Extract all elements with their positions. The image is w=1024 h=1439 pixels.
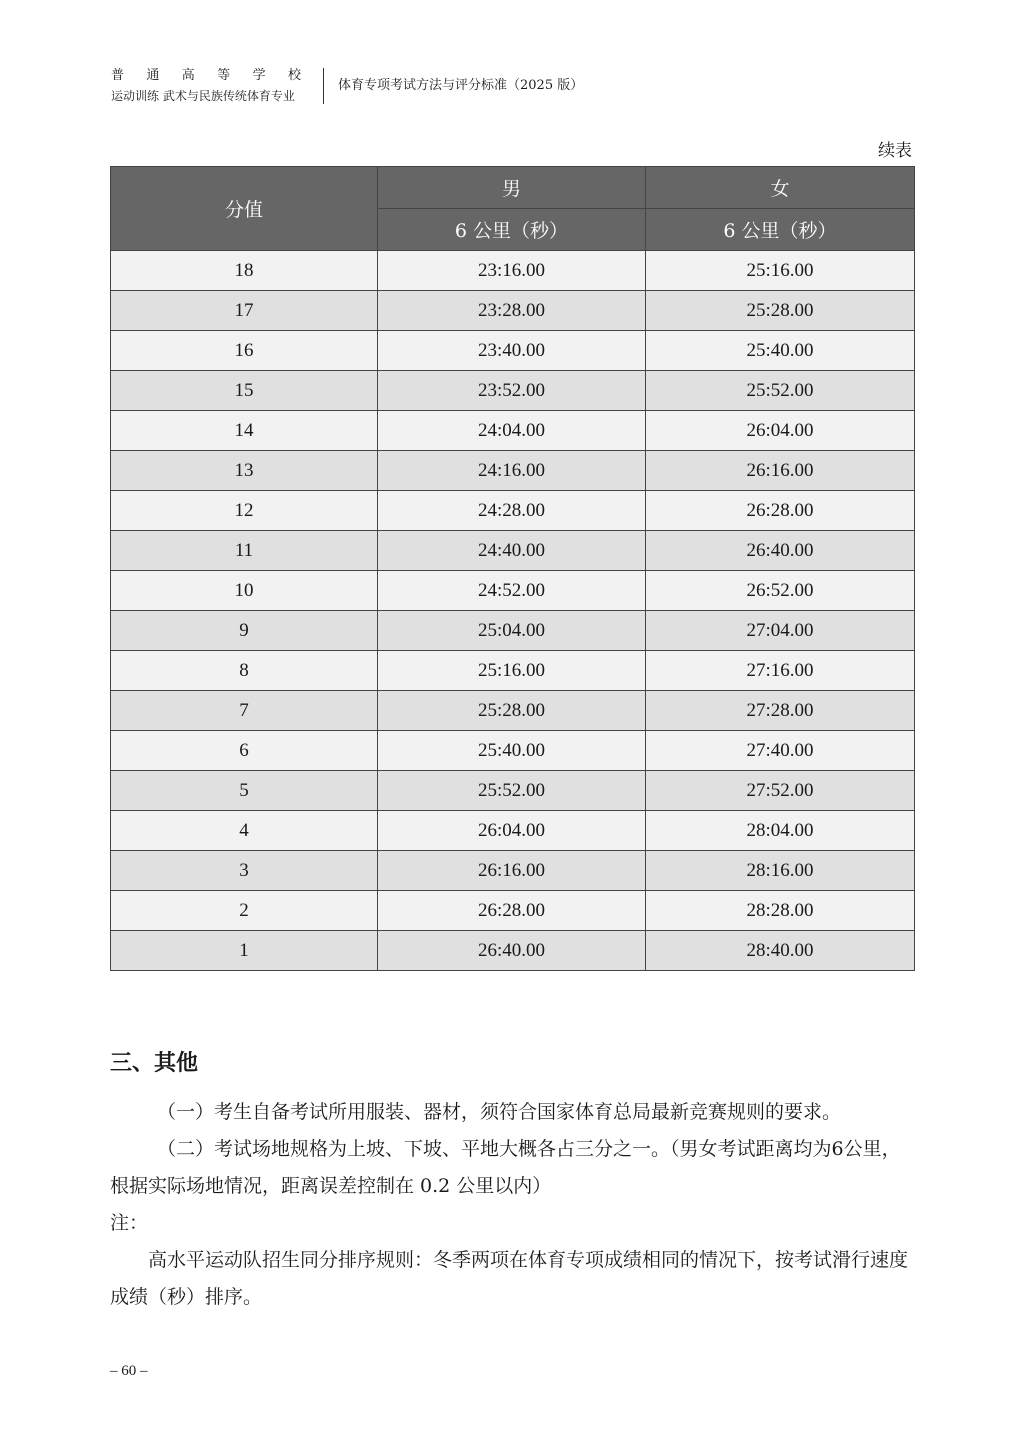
female-time-cell: 25:28.00 (646, 291, 915, 331)
male-time-cell: 24:16.00 (378, 451, 646, 491)
male-time-cell: 26:28.00 (378, 891, 646, 931)
table-row (111, 491, 915, 531)
score-cell: 9 (111, 611, 378, 651)
school-char: 学 (252, 68, 266, 83)
table-row (111, 891, 915, 931)
score-cell: 15 (111, 371, 378, 411)
note-label: 注： (110, 1212, 149, 1234)
school-char: 校 (287, 68, 301, 83)
page-number: – 60 – (110, 1363, 148, 1379)
female-time-cell: 25:52.00 (646, 371, 915, 411)
female-distance-header: 6 公里（秒） (646, 209, 915, 251)
male-time-cell: 23:40.00 (378, 331, 646, 371)
female-time-cell: 26:28.00 (646, 491, 915, 531)
table-row (111, 411, 915, 451)
female-time-cell: 27:28.00 (646, 691, 915, 731)
score-cell: 7 (111, 691, 378, 731)
female-time-cell: 27:04.00 (646, 611, 915, 651)
section-title: 三、其他 (110, 1050, 199, 1076)
male-time-cell: 23:16.00 (378, 251, 646, 291)
male-column-header: 男 (378, 167, 646, 209)
male-time-cell: 25:04.00 (378, 611, 646, 651)
male-time-cell: 25:40.00 (378, 731, 646, 771)
male-distance-header: 6 公里（秒） (378, 209, 646, 251)
female-time-cell: 26:52.00 (646, 571, 915, 611)
female-time-cell: 26:16.00 (646, 451, 915, 491)
male-time-cell: 23:52.00 (378, 371, 646, 411)
table-row (111, 531, 915, 571)
male-time-cell: 24:40.00 (378, 531, 646, 571)
table-row (111, 771, 915, 811)
score-cell: 18 (111, 251, 378, 291)
running-header-left (111, 67, 311, 105)
score-cell: 2 (111, 891, 378, 931)
female-time-cell: 25:40.00 (646, 331, 915, 371)
table-row (111, 811, 915, 851)
score-cell: 5 (111, 771, 378, 811)
document-title: 体育专项考试方法与评分标准（2025 版） (338, 78, 584, 93)
continued-table-label: 续表 (878, 141, 912, 161)
paragraph-item-1: （一）考生自备考试所用服装、器材，须符合国家体育总局最新竞赛规则的要求。 (157, 1101, 842, 1123)
note-text: 高水平运动队招生同分排序规则：冬季两项在体育专项成绩相同的情况下，按考试滑行速度成绩（秒）排序。 (110, 1249, 909, 1308)
score-cell: 17 (111, 291, 378, 331)
male-time-cell: 26:04.00 (378, 811, 646, 851)
table-row (111, 371, 915, 411)
score-cell: 3 (111, 851, 378, 891)
male-time-cell: 25:52.00 (378, 771, 646, 811)
score-cell: 14 (111, 411, 378, 451)
score-cell: 1 (111, 931, 378, 971)
table-row (111, 691, 915, 731)
male-time-cell: 24:52.00 (378, 571, 646, 611)
table-row (111, 571, 915, 611)
header-divider (323, 68, 324, 104)
score-cell: 4 (111, 811, 378, 851)
male-time-cell: 26:16.00 (378, 851, 646, 891)
female-time-cell: 28:04.00 (646, 811, 915, 851)
table-row (111, 451, 915, 491)
score-cell: 12 (111, 491, 378, 531)
school-char: 高 (181, 68, 195, 83)
table-row (111, 251, 915, 291)
table-row (111, 931, 915, 971)
male-time-cell: 24:28.00 (378, 491, 646, 531)
school-type-label (111, 67, 301, 85)
score-cell: 8 (111, 651, 378, 691)
score-cell: 16 (111, 331, 378, 371)
table-row (111, 291, 915, 331)
score-table (110, 166, 915, 971)
male-time-cell: 24:04.00 (378, 411, 646, 451)
school-char: 通 (146, 68, 160, 83)
school-char: 等 (217, 68, 231, 83)
table-row (111, 611, 915, 651)
female-time-cell: 27:40.00 (646, 731, 915, 771)
female-time-cell: 28:40.00 (646, 931, 915, 971)
score-cell: 10 (111, 571, 378, 611)
female-column-header: 女 (646, 167, 915, 209)
score-cell: 11 (111, 531, 378, 571)
female-time-cell: 26:04.00 (646, 411, 915, 451)
table-row (111, 731, 915, 771)
score-cell: 13 (111, 451, 378, 491)
female-time-cell: 27:16.00 (646, 651, 915, 691)
table-row (111, 331, 915, 371)
male-time-cell: 25:16.00 (378, 651, 646, 691)
male-time-cell: 25:28.00 (378, 691, 646, 731)
female-time-cell: 27:52.00 (646, 771, 915, 811)
table-row (111, 851, 915, 891)
female-time-cell: 28:28.00 (646, 891, 915, 931)
female-time-cell: 25:16.00 (646, 251, 915, 291)
score-cell: 6 (111, 731, 378, 771)
school-char: 普 (111, 68, 125, 83)
paragraph-item-2: （二）考试场地规格为上坡、下坡、平地大概各占三分之一。（男女考试距离均为6公里，根据实际场地情况，距离误差控制在 0.2 公里以内） (110, 1138, 901, 1197)
score-column-header: 分值 (111, 167, 378, 251)
female-time-cell: 28:16.00 (646, 851, 915, 891)
male-time-cell: 23:28.00 (378, 291, 646, 331)
female-time-cell: 26:40.00 (646, 531, 915, 571)
major-label: 运动训练 武术与民族传统体育专业 (111, 89, 295, 103)
table-row (111, 651, 915, 691)
male-time-cell: 26:40.00 (378, 931, 646, 971)
